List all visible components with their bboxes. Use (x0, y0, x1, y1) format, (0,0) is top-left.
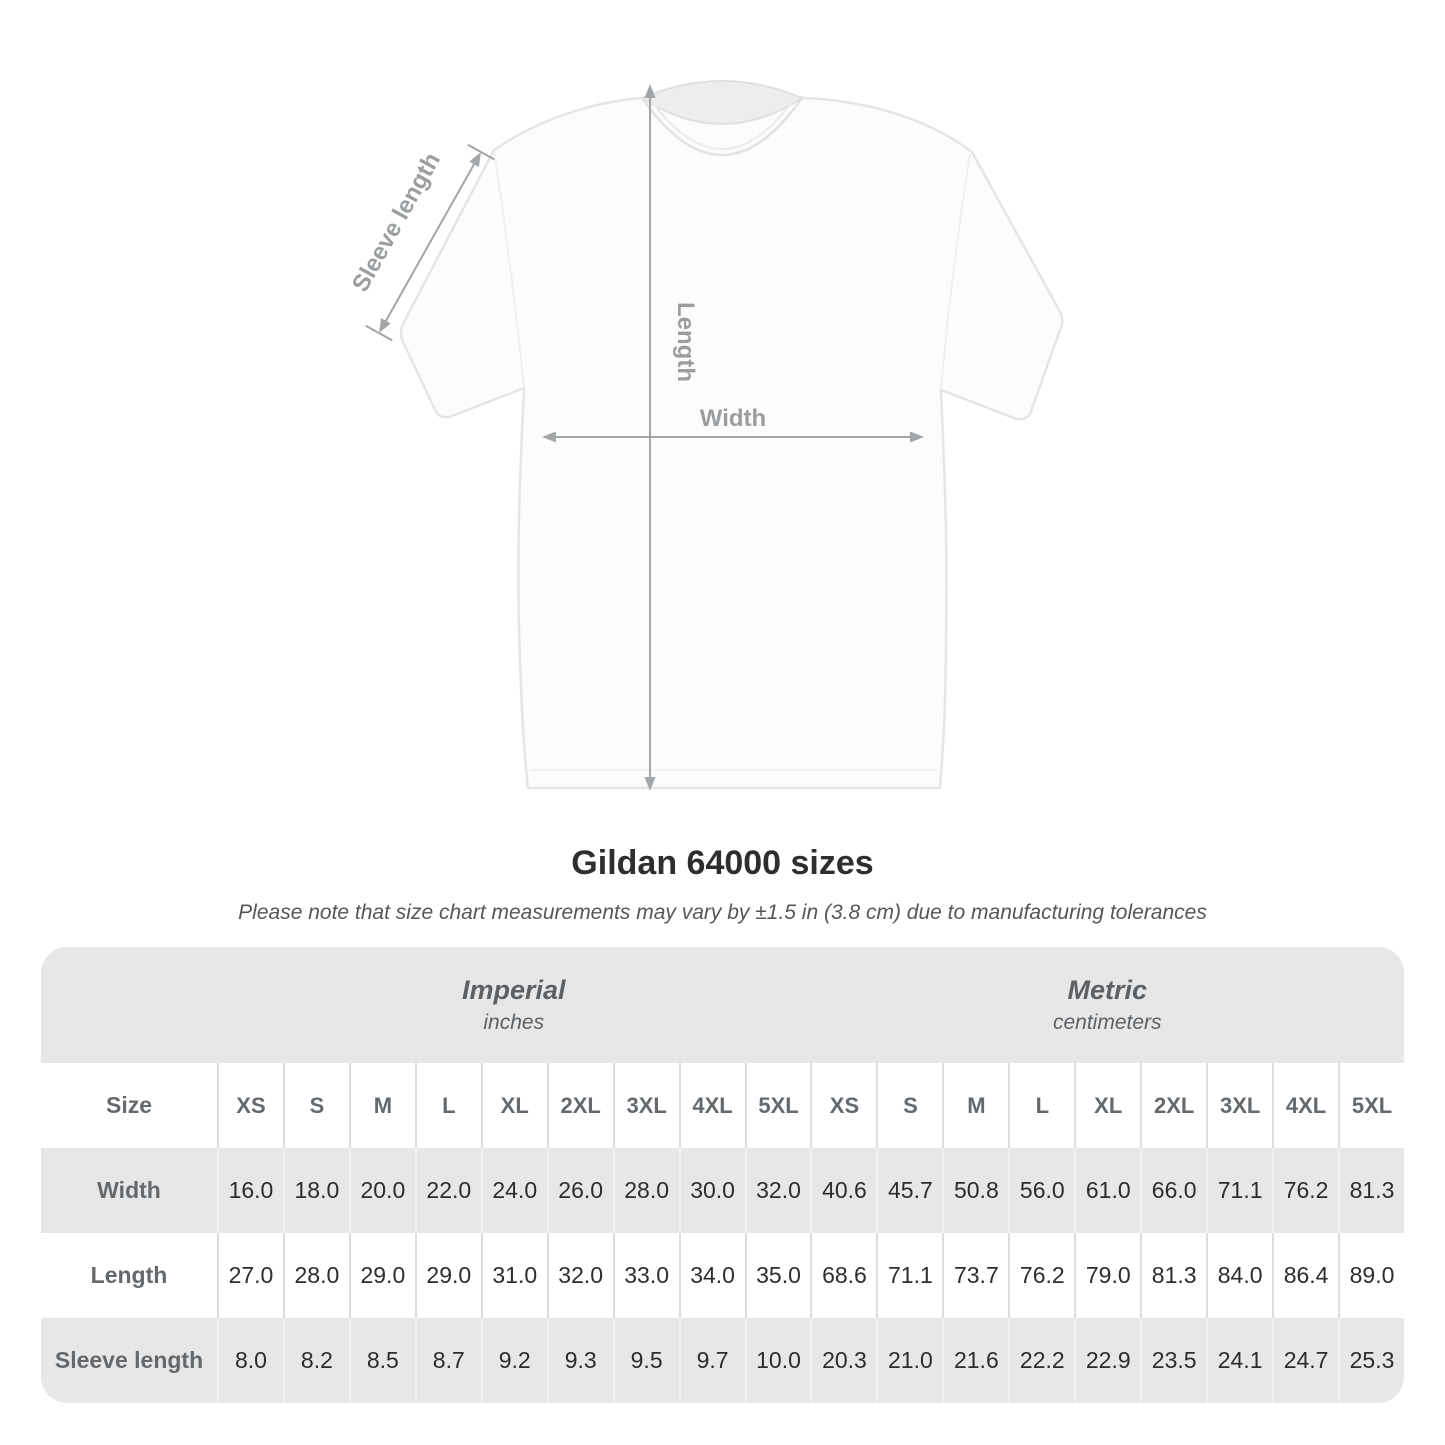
value-cell: 30.0 (679, 1148, 745, 1233)
size-col-header: 5XL (745, 1063, 811, 1148)
value-cell: 27.0 (217, 1233, 283, 1318)
value-cell: 76.2 (1008, 1233, 1074, 1318)
length-row (41, 1233, 1404, 1318)
value-cell: 10.0 (745, 1318, 811, 1403)
table-header-band (41, 947, 1404, 1063)
value-cell: 26.0 (547, 1148, 613, 1233)
width-row (41, 1148, 1404, 1233)
sleeve-length-row (41, 1318, 1404, 1403)
size-col-header: S (283, 1063, 349, 1148)
value-cell: 28.0 (283, 1233, 349, 1318)
page-title: Gildan 64000 sizes (571, 844, 874, 882)
value-cell: 56.0 (1008, 1148, 1074, 1233)
value-cell: 21.6 (942, 1318, 1008, 1403)
length-label: Length (672, 302, 699, 382)
metric-group-header (811, 947, 1405, 1063)
value-cell: 25.3 (1338, 1318, 1404, 1403)
tolerance-note: Please note that size chart measurements may vary by ±1.5 in (3.8 cm) due to manufacturing tolerances (238, 901, 1207, 924)
size-col-header: M (349, 1063, 415, 1148)
size-table (41, 947, 1404, 1403)
value-cell: 8.0 (217, 1318, 283, 1403)
value-cell: 31.0 (481, 1233, 547, 1318)
value-cell: 50.8 (942, 1148, 1008, 1233)
value-cell: 9.2 (481, 1318, 547, 1403)
value-cell: 71.1 (876, 1233, 942, 1318)
row-label: Size (105, 1092, 153, 1118)
size-col-header: XS (217, 1063, 283, 1148)
size-col-header: 4XL (1272, 1063, 1338, 1148)
sleeve-length-label: Sleeve length (346, 148, 446, 297)
size-col-header: M (942, 1063, 1008, 1148)
value-cell: 8.5 (349, 1318, 415, 1403)
size-col-header: XS (810, 1063, 876, 1148)
value-cell: 40.6 (810, 1148, 876, 1233)
value-cell: 89.0 (1338, 1233, 1404, 1318)
value-cell: 32.0 (745, 1148, 811, 1233)
value-cell: 28.0 (613, 1148, 679, 1233)
value-cell: 35.0 (745, 1233, 811, 1318)
value-cell: 81.3 (1338, 1148, 1404, 1233)
value-cell: 86.4 (1272, 1233, 1338, 1318)
size-header-row (41, 1063, 1404, 1148)
value-cell: 81.3 (1140, 1233, 1206, 1318)
size-col-header: S (876, 1063, 942, 1148)
value-cell: 34.0 (679, 1233, 745, 1318)
metric-unit: centimeters (1052, 1011, 1162, 1034)
value-cell: 16.0 (217, 1148, 283, 1233)
value-cell: 23.5 (1140, 1318, 1206, 1403)
value-cell: 8.7 (415, 1318, 481, 1403)
value-cell: 9.7 (679, 1318, 745, 1403)
value-cell: 9.3 (547, 1318, 613, 1403)
size-col-header: 3XL (1206, 1063, 1272, 1148)
imperial-group-header (217, 947, 811, 1063)
value-cell: 22.0 (415, 1148, 481, 1233)
value-cell: 73.7 (942, 1233, 1008, 1318)
value-cell: 33.0 (613, 1233, 679, 1318)
value-cell: 21.0 (876, 1318, 942, 1403)
value-cell: 79.0 (1074, 1233, 1140, 1318)
value-cell: 24.0 (481, 1148, 547, 1233)
size-col-header: XL (1074, 1063, 1140, 1148)
value-cell: 8.2 (283, 1318, 349, 1403)
value-cell: 18.0 (283, 1148, 349, 1233)
value-cell: 29.0 (349, 1233, 415, 1318)
row-label: Sleeve length (54, 1347, 204, 1373)
value-cell: 24.7 (1272, 1318, 1338, 1403)
value-cell: 68.6 (810, 1233, 876, 1318)
value-cell: 71.1 (1206, 1148, 1272, 1233)
size-col-header: 5XL (1338, 1063, 1404, 1148)
size-col-header: L (415, 1063, 481, 1148)
width-label: Width (699, 405, 767, 432)
size-col-header: 3XL (613, 1063, 679, 1148)
size-col-header: 4XL (679, 1063, 745, 1148)
header-spacer (41, 947, 217, 1063)
imperial-title: Imperial (461, 975, 566, 1005)
value-cell: 45.7 (876, 1148, 942, 1233)
value-cell: 22.2 (1008, 1318, 1074, 1403)
value-cell: 22.9 (1074, 1318, 1140, 1403)
value-cell: 20.0 (349, 1148, 415, 1233)
metric-title: Metric (1067, 975, 1148, 1005)
value-cell: 61.0 (1074, 1148, 1140, 1233)
value-cell: 84.0 (1206, 1233, 1272, 1318)
imperial-unit: inches (483, 1011, 545, 1034)
tshirt-illustration (401, 81, 1062, 788)
value-cell: 66.0 (1140, 1148, 1206, 1233)
row-label: Width (97, 1177, 161, 1203)
value-cell: 9.5 (613, 1318, 679, 1403)
size-col-header: XL (481, 1063, 547, 1148)
value-cell: 24.1 (1206, 1318, 1272, 1403)
size-col-header: 2XL (547, 1063, 613, 1148)
value-cell: 29.0 (415, 1233, 481, 1318)
size-col-header: L (1008, 1063, 1074, 1148)
value-cell: 32.0 (547, 1233, 613, 1318)
value-cell: 76.2 (1272, 1148, 1338, 1233)
size-col-header: 2XL (1140, 1063, 1206, 1148)
row-label: Length (90, 1262, 168, 1288)
value-cell: 20.3 (810, 1318, 876, 1403)
